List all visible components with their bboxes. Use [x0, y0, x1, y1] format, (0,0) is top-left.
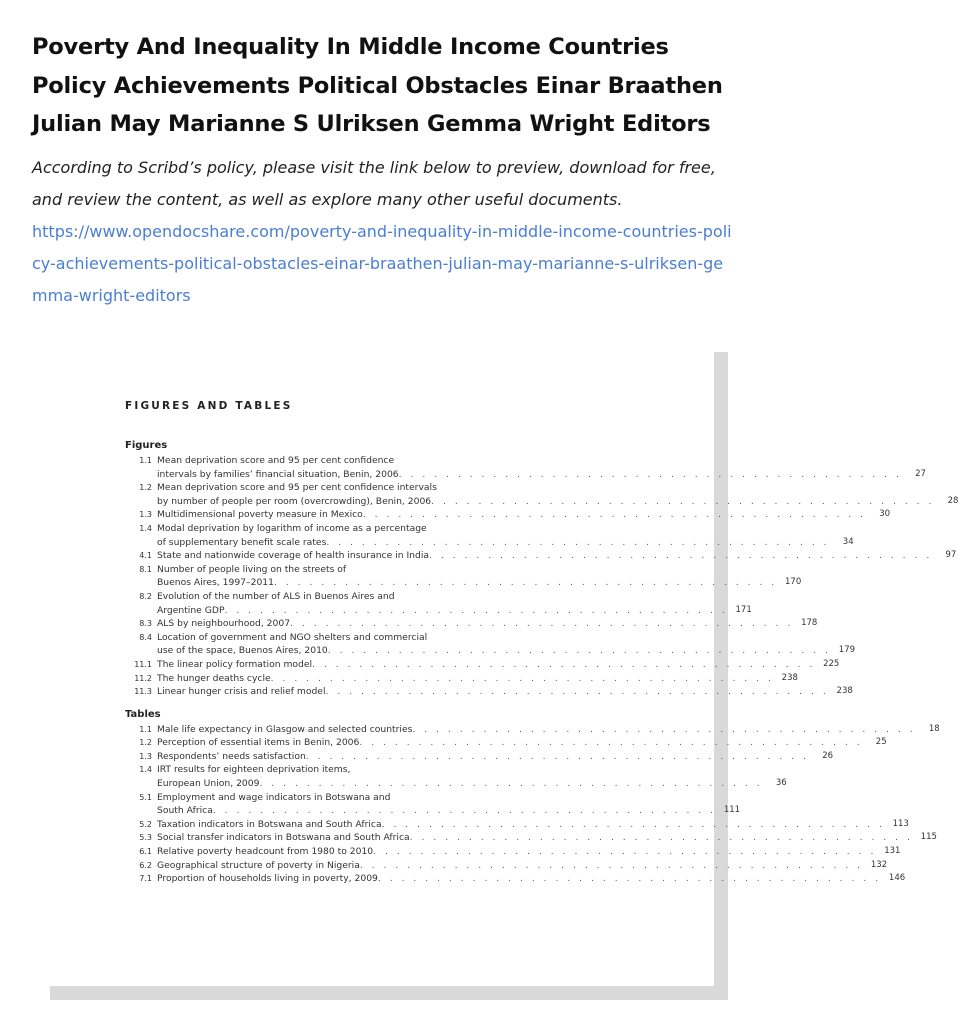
policy-description: According to Scribd’s policy, please visit the link below to preview, download for free, and review the content, as well as explore many other useful documents. [32, 157, 716, 209]
figures-list [125, 454, 958, 699]
figures-section-label: Figures [125, 440, 168, 451]
entry-number: 1.2 [139, 738, 152, 748]
leader-dots [410, 831, 913, 845]
toc-entry [125, 859, 888, 873]
leader-dots [259, 777, 762, 791]
entry-number: 8.4 [139, 632, 152, 642]
entry-title: Taxation indicators in Botswana and South Africa . . . [157, 818, 885, 832]
tables-section-label: Tables [125, 708, 161, 720]
entry-number: 1.3 [139, 510, 152, 520]
toc-entry [125, 658, 840, 672]
leader-dots [312, 658, 815, 672]
leader-dots [378, 872, 881, 886]
entry-page-number: 28 [947, 495, 958, 506]
entry-title: Mean deprivation score and 95 per cent confidence intervals by number of people per room (overcrowding), Benin, 2006 . . . [157, 481, 934, 508]
leader-dots [274, 576, 777, 590]
entry-number: 6.1 [139, 847, 152, 857]
leader-dots [328, 644, 831, 658]
entry-number: 1.4 [139, 765, 152, 775]
entry-title: Location of government and NGO shelters and commercial use of the space, Buenos Aires, 2010 . . . [157, 631, 831, 658]
toc-entry [125, 590, 752, 617]
document-preview[interactable] [50, 352, 958, 986]
leader-dots [382, 818, 885, 832]
entry-number: 11.2 [134, 673, 152, 683]
entry-page-number: 170 [785, 577, 802, 588]
leader-dots [290, 617, 793, 631]
entry-page-number: 178 [801, 618, 818, 629]
entry-number: 11.1 [134, 659, 152, 669]
entry-number: 1.1 [139, 724, 152, 734]
entry-number: 5.3 [139, 833, 152, 843]
toc-entry [125, 818, 909, 832]
leader-dots [225, 604, 728, 618]
entry-title: Evolution of the number of ALS in Buenos Aires and Argentine GDP . . . [157, 590, 728, 617]
toc-entry [125, 563, 802, 590]
toc-entry [125, 763, 787, 790]
entry-number: 5.2 [139, 819, 152, 829]
entry-page-number: 26 [822, 750, 834, 761]
leader-dots [429, 549, 932, 563]
entry-number: 1.1 [139, 456, 152, 465]
entry-page-number: 146 [888, 873, 906, 884]
entry-page-number: 36 [775, 778, 787, 789]
toc-entry [125, 631, 856, 658]
entry-title: Linear hunger crisis and relief model . . . [157, 685, 829, 699]
entry-page-number: 131 [884, 846, 901, 857]
toc-entry [125, 672, 798, 686]
entry-title: Relative poverty headcount from 1980 to 2010 . . . [157, 845, 876, 859]
toc-entry [125, 791, 741, 818]
entry-number: 5.1 [139, 792, 152, 802]
entry-page-number: 132 [870, 859, 888, 870]
entry-number: 11.3 [134, 687, 152, 697]
entry-title: IRT results for eighteen deprivation items, European Union, 2009 . . . [157, 763, 763, 790]
leader-dots [431, 495, 934, 509]
entry-title: Number of people living on the streets of Buenos Aires, 1997–2011 . . . [157, 563, 777, 590]
leader-dots [412, 723, 915, 737]
entry-page-number: 97 [945, 550, 957, 561]
page-header [32, 28, 732, 312]
entry-title: Mean deprivation score and 95 per cent confidence intervals by families’ financial situation, Benin, 2006 . . . [157, 454, 902, 481]
document-heading: FIGURES AND TABLES [125, 400, 293, 412]
leader-dots [399, 468, 902, 482]
entry-number: 4.1 [139, 551, 152, 561]
toc-entry [125, 750, 834, 764]
entry-title: Modal deprivation by logarithm of income as a percentage of supplementary benefit scale rates . . . [157, 522, 830, 549]
toc-entry [125, 522, 854, 549]
entry-title: The linear policy formation model . . . [157, 658, 815, 672]
toc-entry [125, 508, 891, 522]
toc-entry [125, 454, 926, 481]
entry-number: 8.3 [139, 619, 152, 629]
leader-dots [373, 845, 876, 859]
entry-title: State and nationwide coverage of health insurance in India . . . [157, 549, 932, 563]
entry-page-number: 113 [892, 818, 909, 829]
entry-page-number: 225 [823, 658, 840, 669]
leader-dots [363, 508, 866, 522]
entry-number: 1.3 [139, 751, 152, 761]
entry-page-number: 179 [838, 645, 856, 656]
entry-page-number: 27 [915, 468, 926, 479]
entry-number: 8.2 [139, 591, 152, 601]
leader-dots [306, 750, 809, 764]
toc-entry [125, 617, 818, 631]
tables-list [125, 723, 940, 886]
toc-entry [125, 872, 906, 886]
entry-number: 6.2 [139, 860, 152, 870]
entry-title: Proportion of households living in poverty, 2009 . . . [157, 872, 881, 886]
download-link[interactable]: https://www.opendocshare.com/poverty-and-inequality-in-middle-income-countries-policy-achievements-political-obstacles-einar-braathen-julian-may-marianne-s-ulriksen-gemma-wright-editors [32, 221, 732, 305]
toc-entry [125, 685, 853, 699]
entry-page-number: 171 [735, 604, 752, 615]
toc-entry [125, 723, 940, 737]
page-title: Poverty And Inequality In Middle Income Countries Policy Achievements Political Obstacles Einar Braathen Julian May Marianne S Ulriksen Gemma Wright Editors [32, 34, 723, 137]
entry-title: Male life expectancy in Glasgow and selected countries . . . [157, 723, 916, 737]
entry-title: Perception of essential items in Benin, 2006 . . . [157, 736, 863, 750]
leader-dots [326, 685, 829, 699]
entry-title: The hunger deaths cycle . . . [157, 672, 774, 686]
entry-page-number: 238 [836, 686, 853, 697]
entry-title: ALS by neighbourhood, 2007 . . . [157, 617, 793, 631]
entry-title: Social transfer indicators in Botswana and South Africa . . . [157, 831, 913, 845]
entry-title: Multidimensional poverty measure in Mexico . . . [157, 508, 866, 522]
leader-dots [271, 672, 774, 686]
entry-page-number: 25 [875, 737, 887, 748]
entry-page-number: 34 [842, 536, 854, 547]
entry-title: Geographical structure of poverty in Nigeria . . . [157, 859, 863, 873]
document-content [125, 400, 958, 886]
entry-number: 1.2 [139, 483, 152, 493]
entry-page-number: 30 [879, 509, 891, 520]
leader-dots [359, 736, 862, 750]
toc-entry [125, 549, 957, 563]
entry-page-number: 115 [920, 832, 937, 843]
entry-title: Employment and wage indicators in Botswana and South Africa . . . [157, 791, 716, 818]
entry-number: 1.4 [139, 523, 152, 533]
toc-entry [125, 736, 887, 750]
entry-number: 8.1 [139, 564, 152, 574]
leader-dots [360, 859, 863, 873]
entry-number: 7.1 [139, 874, 152, 884]
leader-dots [213, 804, 716, 818]
entry-title: Respondents’ needs satisfaction . . . [157, 750, 809, 764]
toc-entry [125, 831, 937, 845]
toc-entry [125, 845, 901, 859]
entry-page-number: 18 [928, 723, 940, 734]
toc-entry [125, 481, 958, 508]
entry-page-number: 238 [781, 672, 798, 683]
entry-page-number: 111 [723, 805, 741, 816]
leader-dots [326, 536, 829, 550]
